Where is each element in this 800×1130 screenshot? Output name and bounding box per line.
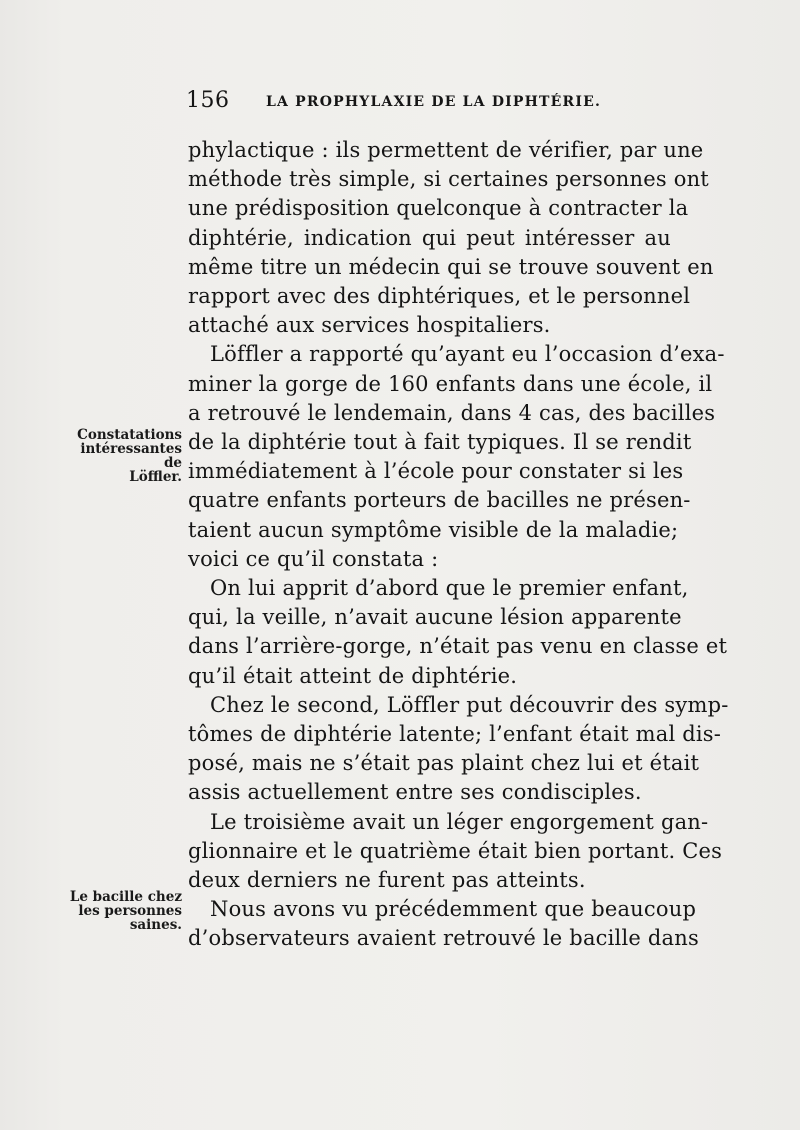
text-line: dans l’arrière-gorge, n’était pas venu en classe et [188,634,728,659]
margin-note-line: saines. [129,917,182,933]
text-line: Chez le second, Löffler put découvrir des symp- [210,692,729,717]
text-line: posé, mais ne s’était pas plaint chez lui et était [188,751,700,776]
text-line: d’observateurs avaient retrouvé le bacille dans [188,926,699,951]
main-text [188,136,729,954]
paragraph-5 [188,808,723,896]
text-line: deux derniers ne furent pas atteints. [188,868,586,893]
text-line: a retrouvé le lendemain, dans 4 cas, des bacilles [188,400,716,425]
text-line: tômes de diphtérie latente; l’enfant était mal dis- [188,722,722,747]
paragraph-4 [188,691,729,808]
text-line: miner la gorge de 160 enfants dans une école, il [188,371,713,396]
margin-note-healthy-carriers [60,890,182,932]
text-line: phylactique : ils permettent de vérifier, par une [188,138,704,162]
page-header [186,88,676,118]
text-line: méthode très simple, si certaines personnes ont [188,167,709,192]
text-line: même titre un médecin qui se trouve souvent en [188,254,714,279]
margin-note-line: Constatations [77,427,182,443]
text-line: On lui apprit d’abord que le premier enfant, [210,576,689,601]
text-line: quatre enfants porteurs de bacilles ne présen- [188,488,691,513]
text-line: diphtérie, indication qui peut intéresser au [188,225,671,250]
paragraph-1 [188,136,714,340]
running-title: LA PROPHYLAXIE DE LA DIPHTÉRIE. [266,94,602,110]
margin-note-loffler [60,428,182,484]
text-line: une prédisposition quelconque à contracter la [188,196,689,221]
text-line: taient aucun symptôme visible de la maladie; [188,517,679,542]
margin-note-line: intéressantes de [80,441,182,471]
paragraph-2 [188,340,725,574]
text-line: immédiatement à l’école pour constater si les [188,459,684,484]
text-line: Nous avons vu précédemment que beaucoup [210,897,697,922]
text-line: voici ce qu’il constata : [188,546,439,571]
text-line: assis actuellement entre ses condisciples. [188,780,642,805]
text-line: qui, la veille, n’avait aucune lésion apparente [188,605,682,630]
text-line: de la diphtérie tout à fait typiques. Il se rendit [188,430,692,455]
text-line: attaché aux services hospitaliers. [188,313,551,338]
margin-note-line: Le bacille chez [69,889,182,905]
margin-note-line: les personnes [78,903,182,919]
paragraph-3 [188,574,728,691]
paragraph-6 [188,895,699,953]
text-line: qu’il était atteint de diphtérie. [188,663,518,688]
page-number: 156 [186,88,230,113]
text-line: glionnaire et le quatrième était bien portant. Ces [188,838,723,863]
text-line: Le troisième avait un léger engorgement gan- [210,809,709,834]
text-line: rapport avec des diphtériques, et le personnel [188,284,691,309]
text-line: Löffler a rapporté qu’ayant eu l’occasion d’exa- [210,342,725,367]
margin-note-line: Löffler. [129,469,182,485]
